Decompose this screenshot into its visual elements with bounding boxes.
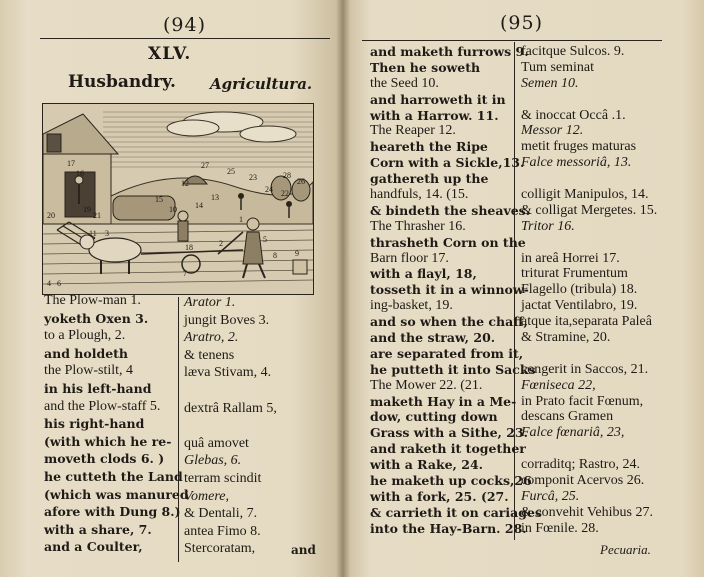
right-english-line: he putteth it into Sacks [370,361,536,377]
right-latin-line: Tritor 16. [521,218,575,234]
left-latin-line: Vomere, [184,488,229,504]
left-english-line: (which was manured [44,486,189,502]
left-latin-line: terram scindit [184,470,262,486]
woodcut-label-1: 1 [239,215,243,224]
right-english-line: ing-basket, 19. [370,298,453,314]
right-latin-line: Flagello (tribula) 18. [521,282,638,298]
woodcut-label-15: 15 [155,195,163,204]
husbandry-woodcut [42,103,314,295]
right-latin-line: Semen 10. [521,75,579,91]
right-latin-line: triturat Frumentum [521,266,628,282]
right-latin-line: corraditq; Rastro, 24. [521,457,640,473]
right-latin-line [521,346,657,362]
left-latin-line [184,417,277,435]
right-latin-line [521,92,657,108]
left-english-line: moveth clods 6. ) [44,451,165,467]
left-latin-line: Stercoratam, [184,541,256,557]
right-english-line: maketh Hay in a Me- [370,393,517,409]
right-english-line: and maketh furrows 9. [370,44,529,59]
left-latin-line: quâ amovet [184,435,249,451]
left-english-line: in his left-hand [44,380,152,396]
woodcut-label-12: 12 [181,179,189,188]
left-latin-column [184,294,277,558]
right-latin-line: Falce messoriâ, 13. [521,155,632,171]
woodcut-label-3: 3 [105,229,109,238]
left-english-line: (with which he re- [44,433,172,449]
woodcut-label-14: 14 [195,201,203,210]
right-latin-line: descans Gramen [521,409,614,425]
right-english-line: handfuls, 14. (15. [370,187,469,203]
right-english-line: with a Harrow. 11. [370,107,499,123]
right-latin-line: facitque Sulcos. 9. [521,44,625,59]
left-latin-line: & Dentali, 7. [184,506,258,522]
right-latin-line: & convehit Vehibus 27. [521,504,653,520]
left-english-line: afore with Dung 8.) [44,504,181,520]
left-english-column [44,292,189,556]
right-english-line: with a flayl, 18, [370,266,477,282]
right-english-line: are separated from it, [370,345,524,361]
right-english-line: and raketh it together [370,441,526,457]
book-gutter [336,0,350,577]
left-latin-line: Arator 1. [184,295,236,310]
left-latin-line [184,382,277,400]
left-english-line: The Plow-man 1. [44,293,141,308]
left-header-rule [40,38,330,39]
left-english-line: his right-hand [44,416,145,432]
right-english-line: gathereth up the [370,171,489,187]
right-english-line: into the Hay-Barn. 28. [370,520,527,536]
woodcut-label-20: 20 [47,211,55,220]
right-header-rule [362,40,662,41]
woodcut-label-21: 21 [93,211,101,220]
right-english-line: Grass with a Sithe, 23. [370,425,529,441]
right-latin-line [521,171,657,187]
right-english-line: and harroweth it in [370,91,506,107]
right-english-line: and so when the chaff, [370,314,528,330]
right-latin-line: jactat Ventilabro, 19. [521,298,638,314]
left-english-line: to a Plough, 2. [44,328,126,344]
right-latin-line: Fœniseca 22, [521,377,596,393]
right-latin-line: in Prato facit Fœnum, [521,393,644,409]
left-latin-line: Aratro, 2. [184,330,239,346]
right-english-line: he maketh up cocks,26 [370,473,532,489]
left-latin-line: Glebas, 6. [184,453,242,469]
right-english-line: with a fork, 25. (27. [370,488,509,504]
right-latin-line: in Fœnile. 28. [521,520,599,536]
right-english-line: tosseth it in a winnow- [370,282,529,298]
right-english-line: Then he soweth [370,59,481,75]
right-latin-line [521,235,657,251]
right-english-line: & bindeth the sheaves. [370,202,531,218]
right-english-line: thrasheth Corn on the [370,234,526,250]
right-latin-line: congerit in Saccos, 21. [521,361,649,377]
right-english-column [370,44,542,537]
left-english-line: yoketh Oxen 3. [44,310,149,326]
woodcut-label-27: 27 [201,161,209,170]
woodcut-label-28: 28 [283,171,291,180]
right-catchword: Pecuaria. [600,542,651,557]
left-english-line: and holdeth [44,345,129,361]
woodcut-label-23: 23 [249,173,257,182]
left-latin-line: & tenens [184,347,235,363]
left-page-number: (94) [163,14,207,36]
right-latin-line: & inoccat Occâ .1. [521,107,626,123]
right-latin-line: Furcâ, 25. [521,488,580,504]
woodcut-label-11: 11 [89,229,97,238]
left-latin-line: jungit Boves 3. [184,312,270,328]
woodcut-label-6: 6 [57,279,61,288]
title-latin: Agricultura. [210,75,313,93]
right-latin-line: in areâ Horrei 17. [521,250,620,266]
right-page-number: (95) [500,12,544,34]
right-english-line: The Reaper 12. [370,123,456,139]
right-latin-line: componit Acervos 26. [521,473,645,489]
left-english-line: he cutteth the Land [44,468,183,484]
woodcut-label-2: 2 [219,239,223,248]
left-english-line: with a share, 7. [44,521,152,537]
right-english-line: the Seed 10. [370,75,439,91]
left-latin-line: læva Stivam, 4. [184,365,272,381]
right-english-line: Barn floor 17. [370,250,449,266]
woodcut-label-17: 17 [67,159,75,168]
right-latin-line: colligit Manipulos, 14. [521,187,649,203]
left-latin-line: antea Fimo 8. [184,523,261,539]
left-english-line: the Plow-stilt, 4 [44,363,134,379]
left-english-line: and the Plow-staff 5. [44,398,161,414]
right-latin-line: Tum seminat [521,59,594,75]
woodcut-label-18: 18 [185,243,193,252]
right-latin-column [521,44,657,537]
right-english-line: & carrieth it on cariages [370,504,542,520]
right-latin-line: & colligat Mergetes. 15. [521,202,658,218]
left-english-line: and a Coulter, [44,539,143,555]
right-english-line: Corn with a Sickle,13. [370,155,525,171]
woodcut-label-22: 22 [281,189,289,198]
right-english-line: and the straw, 20. [370,330,496,346]
woodcut-label-26: 26 [297,177,305,186]
right-latin-line: & Stramine, 20. [521,330,611,346]
right-latin-line: Falce fœnariâ, 23, [521,425,625,441]
woodcut-label-9: 9 [295,249,299,258]
woodcut-label-5: 5 [263,235,267,244]
right-latin-line [521,441,657,457]
woodcut-label-13: 13 [211,193,219,202]
left-latin-line: dextrâ Rallam 5, [184,400,277,416]
right-english-line: heareth the Ripe [370,139,488,155]
woodcut-label-24: 24 [265,185,273,194]
right-english-line: with a Rake, 24. [370,457,484,473]
woodcut-label-25: 25 [227,167,235,176]
woodcut-label-10: 10 [169,205,177,214]
right-english-line: The Mower 22. (21. [370,377,483,393]
right-english-line: The Thrasher 16. [370,218,466,234]
right-latin-line: Messor 12. [521,123,584,139]
right-latin-line: metit fruges maturas [521,139,637,155]
title-english: Husbandry. [68,72,176,92]
woodcut-label-7: 7 [183,269,187,278]
woodcut-label-19: 19 [83,205,91,214]
left-catchword: and [291,543,316,557]
woodcut-label-4: 4 [47,279,51,288]
right-latin-line: atque ita,separata Paleâ [521,314,652,330]
right-english-line: dow, cutting down [370,409,498,425]
woodcut-label-16: 16 [76,169,84,178]
chapter-number: XLV. [148,44,192,64]
woodcut-svg [43,104,313,294]
woodcut-label-8: 8 [273,251,277,260]
